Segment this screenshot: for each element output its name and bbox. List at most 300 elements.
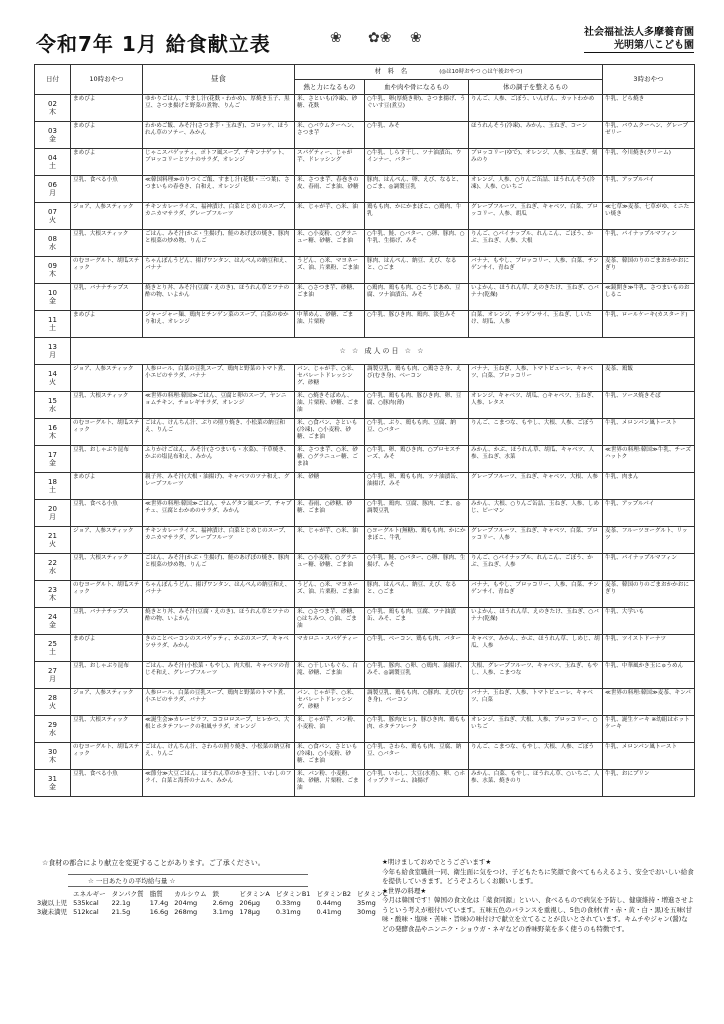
menu-row: [35, 554, 695, 581]
snack3-cell: 麦茶、韓国のりのごまおかかおにぎり: [603, 581, 695, 608]
weekday: 火: [49, 540, 56, 548]
nutrient-value: 22.1g: [111, 898, 131, 907]
day-number: 24: [48, 613, 57, 621]
heat-cell: 米、○焼きそばめん、油、片栗粉、砂糖、ごま油: [295, 392, 365, 419]
body-cell: ブロッコリー(ゆで)、オレンジ、人参、玉ねぎ、刻みのり: [469, 149, 603, 176]
heat-cell: うどん、○米、マヨネーズ、油、片栗粉、ごま油: [295, 257, 365, 284]
weekday: 金: [49, 783, 56, 791]
snack3-cell: 牛乳、誕生ケーキ ※幼組はホットケーキ: [603, 716, 695, 743]
date-cell: [35, 419, 71, 446]
body-cell: オレンジ、キャベツ、胡瓜、○キャベツ、玉ねぎ、人参、レタス: [469, 392, 603, 419]
weekday: 木: [49, 594, 56, 602]
blood-cell: ○牛乳、鶏肉、豆腐、豚肉、ごま、◎調製豆乳: [365, 500, 469, 527]
weekday: 木: [49, 432, 56, 440]
menu-row: [35, 581, 695, 608]
day-number: 21: [48, 532, 57, 540]
snack3-cell: 牛乳、肉まん: [603, 473, 695, 500]
blood-cell: ○牛乳、いわし、大豆(水煮)、卵、○ホイップクリーム、油揚げ: [365, 770, 469, 797]
column-snack10: 10時おやつ: [71, 65, 143, 95]
weekday: 火: [49, 702, 56, 710]
weekday: 土: [49, 648, 56, 656]
date-cell: [35, 527, 71, 554]
heat-cell: うどん、○米、マヨネーズ、油、片栗粉、ごま油: [295, 581, 365, 608]
date-cell: [35, 473, 71, 500]
body-cell: りんご、こまつな、もやし、大根、人参、ごぼう: [469, 743, 603, 770]
date-cell: [35, 716, 71, 743]
date-cell: [35, 581, 71, 608]
nutrient-header: ビタミンA: [239, 890, 270, 898]
lunch-cell: ごはん、けんちん汁、ぶりの照り焼き、小松菜の納豆和え、りんご: [143, 419, 295, 446]
weekday: 土: [49, 486, 56, 494]
nutrient-value: 30mg: [357, 907, 376, 916]
heat-cell: 米、さつま芋、○米、砂糖、○グラニュー糖、ごま油: [295, 446, 365, 473]
snack3-cell: 牛乳、ソース焼きそば: [603, 392, 695, 419]
menu-row: [35, 176, 695, 203]
nutrient-header: 鉄: [212, 890, 220, 898]
day-number: 15: [48, 397, 57, 405]
blood-cell: ○牛乳、鮭、○バター、○卵、豚肉、生揚げ、みそ: [365, 554, 469, 581]
snack10-cell: 豆乳、おしゃぶり昆布: [71, 662, 143, 689]
snack10-cell: ジョア、人参スティック: [71, 203, 143, 230]
snack3-cell: 牛乳、バウムクーヘン、グレープゼリー: [603, 122, 695, 149]
snack3-cell: 牛乳、ツイストドーナツ: [603, 635, 695, 662]
snack3-cell: ≪世界の料理:韓国≫麦茶、キンパ: [603, 689, 695, 716]
body-cell: グレープフルーツ、玉ねぎ、キャベツ、白菜、ブロッコリー、人参、胡瓜: [469, 203, 603, 230]
lunch-cell: 人参ロール、白菜の豆乳スープ、鶏肉と野菜のトマト煮、小エビのサラダ、バナナ: [143, 365, 295, 392]
heat-cell: 米、パン粉、小麦粉、油、砂糖、片栗粉、ごま油: [295, 770, 365, 797]
menu-row: [35, 662, 695, 689]
snack3-cell: 牛乳、ロールケーキ(カスタード): [603, 311, 695, 338]
body-cell: オレンジ、玉ねぎ、大根、人参、ブロッコリー、○いちご: [469, 716, 603, 743]
column-heat: 熱と力になるもの: [295, 80, 365, 95]
weekday: 土: [49, 162, 56, 170]
snack10-cell: のむヨーグルト、胡瓜スティック: [71, 257, 143, 284]
date-cell: [35, 500, 71, 527]
body-cell: キャベツ、みかん、かぶ、ほうれん草、しめじ、胡瓜、人参: [469, 635, 603, 662]
heat-cell: 米、○さつま芋、砂糖、○はちみつ、○油、ごま油: [295, 608, 365, 635]
nutrient-value: 0.33mg: [275, 898, 301, 907]
snack10-cell: のむヨーグルト、胡瓜スティック: [71, 743, 143, 770]
day-number: 30: [48, 748, 57, 756]
blood-cell: ○牛乳、豚ひき肉、鶏肉、淡色みそ: [365, 311, 469, 338]
snack3-cell: 牛乳、メロンパン風トースト: [603, 743, 695, 770]
lunch-cell: わかめご飯、みそ汁(さつま芋・玉ねぎ)、コロッケ、ほうれん草のソテー、みかん: [143, 122, 295, 149]
blood-cell: ○牛乳、卵(厚焼き卵)、さつま揚げ、うぐいす豆(煮豆): [365, 95, 469, 122]
day-number: 08: [48, 235, 57, 243]
snack3-cell: 麦茶、韓国のりのごまおかかおにぎり: [603, 257, 695, 284]
menu-row: [35, 716, 695, 743]
body-cell: みかん、かぶ、ほうれん草、胡瓜、キャベツ、人参、玉ねぎ、水菜: [469, 446, 603, 473]
world-body: 今月は韓国です！韓国の食文化は「薬食同源」といい、食べるもので病気を予防し、健康維持・増進させようという考えが根付いています。五味五色のバランスを重視し、5色の食材(青・赤・黄・白・黒)を五味(甘味・酸味・塩味・苦味・旨味)の味付けで献立を立てることが良いとされています。キムチやジャン(醤)などの発酵食品やニンニク・ショウガ・ネギなどの香味野菜を多く使うのも特徴です。: [382, 896, 694, 933]
date-cell: [35, 203, 71, 230]
snack10-cell: 豆乳、バナナチップス: [71, 284, 143, 311]
blood-cell: ○牛乳、しらす干し、ツナ油漬缶、ウインナー、バター: [365, 149, 469, 176]
nutrition-row: [34, 898, 391, 907]
lunch-cell: ≪誕生会≫カレーピラフ、ココロロスープ、ヒレかつ、大根とホタテフレークの和風サラダ、オレンジ: [143, 716, 295, 743]
snack10-cell: 豆乳、バナナチップス: [71, 608, 143, 635]
snack10-cell: まめびよ: [71, 311, 143, 338]
blood-cell: ○鶏肉、鶏もも肉、○こうじあめ、豆腐、ツナ油漬缶、みそ: [365, 284, 469, 311]
blood-cell: 豚肉、はんぺん、卵、えび、なると、○ごま、◎調製豆乳: [365, 176, 469, 203]
day-number: 09: [48, 262, 57, 270]
menu-row: [35, 743, 695, 770]
day-number: 03: [48, 127, 57, 135]
blood-cell: ○牛乳、豚肉(ヒレ)、豚ひき肉、鶏もも肉、ホタテフレーク: [365, 716, 469, 743]
school-name: 光明第八こども園: [584, 39, 694, 53]
heat-cell: 米、じゃが芋、パン粉、小麦粉、油: [295, 716, 365, 743]
heat-cell: 米、春雨、○砂糖、砂糖、ごま油: [295, 500, 365, 527]
weekday: 火: [49, 378, 56, 386]
lunch-cell: チキンカレーライス、福神漬け、白菜とじめじのスープ、カニカマサラダ、グレープフルーツ: [143, 527, 295, 554]
weekday: 木: [49, 108, 56, 116]
date-cell: [35, 554, 71, 581]
heat-cell: スパゲティー、じゃが芋、ドレッシング: [295, 149, 365, 176]
menu-row: [35, 419, 695, 446]
body-cell: りんご、○パイナップル、れんこん、ごぼう、かぶ、玉ねぎ、人参、大根: [469, 230, 603, 257]
snack3-cell: 麦茶、鶏飯: [603, 365, 695, 392]
lunch-cell: 焼きとり丼、みそ汁(豆腐・えのき)、ほうれん草とツナの酢の物、いよかん: [143, 284, 295, 311]
snack10-cell: 豆乳、大根スティック: [71, 554, 143, 581]
body-cell: りんご、こまつな、もやし、大根、人参、ごぼう: [469, 419, 603, 446]
snack10-cell: のむヨーグルト、胡瓜スティック: [71, 581, 143, 608]
day-number: 11: [48, 316, 57, 324]
heat-cell: 米、さといも(冷凍)、砂糖、花麩: [295, 95, 365, 122]
snack10-cell: 豆乳、大根スティック: [71, 716, 143, 743]
nutrient-value: 268mg: [174, 907, 198, 916]
age-group-label: 3歳以上児: [37, 899, 68, 907]
heat-cell: 米、○バウムクーヘン、さつま芋: [295, 122, 365, 149]
body-cell: バナナ、玉ねぎ、人参、トマトピューレ、キャベツ、白菜: [469, 689, 603, 716]
blood-cell: ○牛乳、卵、鶏もも肉、ツナ油漬缶、油揚げ、みそ: [365, 473, 469, 500]
day-number: 13: [48, 343, 57, 351]
snack3-cell: 牛乳、今川焼き(クリーム): [603, 149, 695, 176]
heat-cell: 米、じゃが芋、○米、油: [295, 203, 365, 230]
organization-name: 社会福祉法人多摩養育園: [584, 27, 694, 38]
day-number: 27: [48, 667, 57, 675]
snack10-cell: ジョア、人参スティック: [71, 365, 143, 392]
snack10-cell: 豆乳、食べる小魚: [71, 770, 143, 797]
nutrition-caption: ☆ 一日あたりの平均給与量 ☆: [68, 874, 308, 887]
snack3-cell: 牛乳、中華風かき玉にゅうめん: [603, 662, 695, 689]
blood-cell: ○牛乳、みそ: [365, 122, 469, 149]
day-number: 16: [48, 424, 57, 432]
column-materials: [295, 65, 603, 80]
age-group-label: 3歳未満児: [37, 908, 68, 916]
nutrient-value: 0.31mg: [275, 907, 301, 916]
weekday: 月: [49, 351, 56, 359]
body-cell: バナナ、玉ねぎ、人参、トマトピューレ、キャベツ、白菜、ブロッコリー: [469, 365, 603, 392]
snack3-cell: 牛乳、パイナップルマフィン: [603, 230, 695, 257]
snack3-cell: 牛乳、アップルパイ: [603, 500, 695, 527]
day-number: 28: [48, 694, 57, 702]
day-number: 31: [48, 775, 57, 783]
message-box: [382, 858, 694, 934]
snack3-cell: 牛乳、アップルパイ: [603, 176, 695, 203]
menu-row: [35, 95, 695, 122]
lunch-cell: ごはん、けんちん汁、さわらの照り焼き、小松菜の納豆和え、りんご: [143, 743, 295, 770]
nutrient-value: 0.41mg: [316, 907, 342, 916]
menu-row: [35, 689, 695, 716]
materials-legend: (◎は10時おやつ ○は午後おやつ): [439, 69, 523, 76]
snack3-cell: 牛乳、大学いも: [603, 608, 695, 635]
body-cell: グレープフルーツ、玉ねぎ、キャベツ、白菜、ブロッコリー、人参: [469, 527, 603, 554]
nutrient-value: 16.6g: [149, 907, 169, 916]
snack10-cell: 豆乳、おしゃぶり昆布: [71, 446, 143, 473]
body-cell: 大根、グレープフルーツ、キャベツ、玉ねぎ、もやし、人参、こまつな: [469, 662, 603, 689]
weekday: 土: [49, 324, 56, 332]
nutrition-table: [34, 889, 391, 916]
snack3-cell: 牛乳、どら焼き: [603, 95, 695, 122]
world-title: ★世界の料理★: [382, 886, 427, 895]
menu-row: [35, 527, 695, 554]
blood-cell: ○牛乳、鶏もも肉、豆腐、ツナ油漬缶、みそ、ごま: [365, 608, 469, 635]
blood-cell: ○牛乳、鶏もも肉、豚ひき肉、卵、豆腐、○豚肉(薄): [365, 392, 469, 419]
body-cell: りんご、人参、ごぼう、いんげん、カットわかめ: [469, 95, 603, 122]
day-number: 22: [48, 559, 57, 567]
header: [0, 0, 724, 64]
date-cell: [35, 446, 71, 473]
blood-cell: 調製豆乳、鶏もも肉、○豚肉、えび(むき身)、ベーコン: [365, 689, 469, 716]
nutrient-header: ビタミンC: [357, 890, 388, 898]
body-cell: みかん、大根、○りんご缶詰、玉ねぎ、人参、しめじ、ピーマン: [469, 500, 603, 527]
lunch-cell: ≪世界の料理:韓国≫ごはん、豆腐と卵のスープ、ヤンニョムチキン、チョレギサラダ、オレンジ: [143, 392, 295, 419]
lunch-cell: 焼きとり丼、みそ汁(豆腐・えのき)、ほうれん草とツナの酢の物、いよかん: [143, 608, 295, 635]
snack10-cell: まめびよ: [71, 635, 143, 662]
snack10-cell: 豆乳、食べる小魚: [71, 176, 143, 203]
heat-cell: 米、○小麦粉、○グラニュー糖、砂糖、ごま油: [295, 230, 365, 257]
date-cell: [35, 230, 71, 257]
nutrient-value: 512kcal: [73, 907, 99, 916]
heat-cell: パン、じゃが芋、○米、セパレートドレッシング、砂糖: [295, 365, 365, 392]
snack3-cell: 麦茶、フルーツヨーグルト、リッツ: [603, 527, 695, 554]
snack10-cell: 豆乳、大根スティック: [71, 392, 143, 419]
day-number: 17: [48, 451, 57, 459]
day-number: 25: [48, 640, 57, 648]
page-title: 令和7年 1月 給食献立表: [36, 32, 271, 56]
nutrient-header: ビタミンB1: [275, 890, 311, 898]
weekday: 木: [49, 270, 56, 278]
menu-row: [35, 365, 695, 392]
snack10-cell: まめびよ: [71, 95, 143, 122]
snack10-cell: 豆乳、大根スティック: [71, 230, 143, 257]
footer: [34, 858, 694, 1018]
lunch-cell: じゃこスパゲッティ、ポトフ風スープ、チキンナゲット、ブロッコリーとツナのサラダ、オレンジ: [143, 149, 295, 176]
lunch-cell: ごはん、みそ汁(かぶ・生揚げ)、鮭のあげぽの焼き、豚肉と根菜の炒め物、りんご: [143, 230, 295, 257]
snack3-cell: ≪鏡開き≫牛乳、さつまいものおしるこ: [603, 284, 695, 311]
message-title: ★明けましておめでとうございます★: [382, 858, 492, 866]
snack10-cell: まめびよ: [71, 473, 143, 500]
menu-row: [35, 446, 695, 473]
decoration-icon: ❀: [330, 30, 342, 46]
nutrient-header: カルシウム: [174, 890, 207, 898]
weekday: 金: [49, 135, 56, 143]
day-number: 02: [48, 100, 57, 108]
snack10-cell: まめびよ: [71, 122, 143, 149]
heat-cell: 米、○食パン、さといも(冷凍)、○小麦粉、砂糖、ごま油: [295, 743, 365, 770]
nutrient-value: 206μg: [239, 898, 261, 907]
heat-cell: 米、さつま芋、春巻きの皮、春雨、ごま油、砂糖: [295, 176, 365, 203]
column-lunch: 昼食: [143, 65, 295, 95]
body-cell: いよかん、ほうれん草、えのきたけ、玉ねぎ、○バナナ(乾燥): [469, 284, 603, 311]
date-cell: [35, 257, 71, 284]
weekday: 金: [49, 621, 56, 629]
weekday: 木: [49, 756, 56, 764]
blood-cell: 豚肉、はんぺん、納豆、えび、なると、○ごま: [365, 257, 469, 284]
menu-table: [34, 64, 695, 797]
notice-text: ☆食材の都合により献立を変更することがあります。ご了承ください。: [42, 859, 265, 867]
column-snack3: 3時おやつ: [603, 65, 695, 95]
menu-row: [35, 230, 695, 257]
snack10-cell: 豆乳、食べる小魚: [71, 500, 143, 527]
lunch-cell: チキンカレーライス、福神漬け、白菜とじめじのスープ、カニカマサラダ、グレープフルーツ: [143, 203, 295, 230]
weekday: 金: [49, 459, 56, 467]
date-cell: [35, 149, 71, 176]
day-number: 29: [48, 721, 57, 729]
blood-cell: ○牛乳、さわら、鶏もも肉、豆腐、納豆、○バター: [365, 743, 469, 770]
day-number: 06: [48, 181, 57, 189]
nutrient-header: タンパク質: [111, 890, 144, 898]
snack3-cell: 牛乳、メロンパン風トースト: [603, 419, 695, 446]
body-cell: バナナ、もやし、ブロッコリー、人参、白菜、チンゲンサイ、青ねぎ: [469, 257, 603, 284]
nutrient-value: 3.1mg: [212, 907, 234, 916]
body-cell: りんご、○パイナップル、れんこん、ごぼう、かぶ、玉ねぎ、人参: [469, 554, 603, 581]
nutrient-value: 21.5g: [111, 907, 131, 916]
lunch-cell: ふりかけごはん、みそ汁(さつまいも・水菜)、千草焼き、かぶの塩昆布和え、みかん: [143, 446, 295, 473]
menu-row: [35, 284, 695, 311]
nutrient-value: 0.44mg: [316, 898, 342, 907]
blood-cell: ○牛乳、ベーコン、鶏もも肉、バター: [365, 635, 469, 662]
heat-cell: マカロニ・スパゲティー: [295, 635, 365, 662]
body-cell: いよかん、ほうれん草、えのきたけ、玉ねぎ、○バナナ(乾燥): [469, 608, 603, 635]
heat-cell: 米、○食パン、さといも(冷凍)、○小麦粉、砂糖、ごま油: [295, 419, 365, 446]
blood-cell: 鶏もも肉、かにかまぼこ、○鶏肉、牛乳: [365, 203, 469, 230]
lunch-cell: ≪世界の料理:韓国≫ごはん、サムゲタン風スープ、チャプチェ、豆腐とわかめのサラダ、みかん: [143, 500, 295, 527]
menu-row: [35, 203, 695, 230]
date-cell: [35, 176, 71, 203]
lunch-cell: ゆかりごはん、すまし汁(花麩・わかめ)、厚焼き玉子、黒豆、さつま揚げと野菜の煮物、りんご: [143, 95, 295, 122]
date-cell: [35, 122, 71, 149]
day-number: 14: [48, 370, 57, 378]
heat-cell: 米、じゃが芋、○米、油: [295, 527, 365, 554]
day-number: 04: [48, 154, 57, 162]
nutrient-value: 204mg: [174, 898, 198, 907]
body-cell: グレープフルーツ、玉ねぎ、キャベツ、大根、人参: [469, 473, 603, 500]
lunch-cell: ジャージャー麺、鶏肉とチンゲン菜のスープ、白菜のゆかり和え、オレンジ: [143, 311, 295, 338]
nutrient-value: 35mg: [357, 898, 376, 907]
column-blood: 血や肉や骨になるもの: [365, 80, 469, 95]
snack3-cell: ≪世界の料理:韓国≫牛乳、チーズハットク: [603, 446, 695, 473]
materials-title: 材 料 名: [374, 67, 408, 76]
day-number: 10: [48, 289, 57, 297]
snack10-cell: ジョア、人参スティック: [71, 527, 143, 554]
weekday: 水: [49, 405, 56, 413]
weekday: 月: [49, 675, 56, 683]
date-cell: [35, 770, 71, 797]
blood-cell: ○牛乳、鮭、○バター、○卵、豚肉、○牛乳、生揚げ、みそ: [365, 230, 469, 257]
blood-cell: ○ヨーグルト(無糖)、鶏もも肉、かにかまぼこ、牛乳: [365, 527, 469, 554]
weekday: 水: [49, 243, 56, 251]
column-date: 日付: [35, 65, 71, 95]
snack3-cell: ≪七草≫麦茶、七草がゆ、ミニたい焼き: [603, 203, 695, 230]
menu-row: [35, 338, 695, 365]
blood-cell: ○牛乳、ぶり、鶏もも肉、豆腐、納豆、○バター: [365, 419, 469, 446]
decoration-icon: ✿❀: [368, 30, 392, 46]
heat-cell: 米、○小麦粉、○グラニュー糖、砂糖、ごま油: [295, 554, 365, 581]
menu-row: [35, 473, 695, 500]
body-cell: ほうれんそう(冷凍)、みかん、玉ねぎ、コーン: [469, 122, 603, 149]
weekday: 水: [49, 729, 56, 737]
date-cell: [35, 95, 71, 122]
nutrient-header: ビタミンB2: [316, 890, 352, 898]
nutrient-value: 535kcal: [73, 898, 99, 907]
menu-row: [35, 635, 695, 662]
day-number: 20: [48, 505, 57, 513]
nutrient-value: 2.6mg: [212, 898, 234, 907]
body-cell: 白菜、オレンジ、チンゲンサイ、玉ねぎ、しいたけ、胡瓜、人参: [469, 311, 603, 338]
day-number: 07: [48, 208, 57, 216]
lunch-cell: 親子丼、みそ汁(大根・油揚げ)、キャベツのツナ和え、グレープフルーツ: [143, 473, 295, 500]
holiday-cell: ☆ ☆ 成人の日 ☆ ☆: [71, 338, 695, 365]
weekday: 火: [49, 216, 56, 224]
nutrient-header: 脂質: [149, 890, 163, 898]
nutrient-header: エネルギー: [73, 890, 106, 898]
menu-row: [35, 770, 695, 797]
heat-cell: 中華めん、砂糖、ごま油、片栗粉: [295, 311, 365, 338]
menu-row: [35, 311, 695, 338]
lunch-cell: ≪節分≫大豆ごはん、ほうれん草のかき玉汁、いわしのフライ、白菜と海苔のナムル、みかん: [143, 770, 295, 797]
snack10-cell: まめびよ: [71, 149, 143, 176]
message-body: 今年も給食室職員一同、衛生面に気をつけ、子どもたちに笑顔で食べてもらえるよう、安全でおいしい給食を提供していきます。どうぞよろしくお願いします。: [382, 867, 694, 885]
nutrient-value: 178μg: [239, 907, 261, 916]
lunch-cell: ごはん、みそ汁(かぶ・生揚げ)、鮭のあげぽの焼き、豚肉と根菜の炒め物、りんご: [143, 554, 295, 581]
lunch-cell: 人参ロール、白菜の豆乳スープ、鶏肉と野菜のトマト煮、小エビのサラダ、バナナ: [143, 689, 295, 716]
blood-cell: 豚肉、はんぺん、納豆、えび、なると、○ごま: [365, 581, 469, 608]
day-number: 18: [48, 478, 57, 486]
menu-row: [35, 608, 695, 635]
menu-row: [35, 122, 695, 149]
menu-row: [35, 500, 695, 527]
date-cell: [35, 284, 71, 311]
body-cell: みかん、白菜、もやし、ほうれん草、○いちご、人参、水菜、焼きのり: [469, 770, 603, 797]
column-body: 体の調子を整えるもの: [469, 80, 603, 95]
date-cell: [35, 338, 71, 365]
menu-row: [35, 392, 695, 419]
date-cell: [35, 365, 71, 392]
weekday: 金: [49, 297, 56, 305]
lunch-cell: ちゃんぽんうどん、揚げワンタン、はんぺんの納豆和え、バナナ: [143, 257, 295, 284]
date-cell: [35, 311, 71, 338]
date-cell: [35, 662, 71, 689]
heat-cell: 米、砂糖: [295, 473, 365, 500]
menu-row: [35, 149, 695, 176]
weekday: 月: [49, 513, 56, 521]
heat-cell: 米、○さつま芋、砂糖、ごま油: [295, 284, 365, 311]
snack10-cell: のむヨーグルト、胡瓜スティック: [71, 419, 143, 446]
date-cell: [35, 392, 71, 419]
day-number: 23: [48, 586, 57, 594]
weekday: 水: [49, 567, 56, 575]
body-cell: バナナ、もやし、ブロッコリー、人参、白菜、チンゲンサイ、青ねぎ: [469, 581, 603, 608]
snack10-cell: ジョア、人参スティック: [71, 689, 143, 716]
snack3-cell: 牛乳、おにプリン: [603, 770, 695, 797]
menu-row: [35, 257, 695, 284]
lunch-cell: きのことベーコンのスパゲッティ、かぶのスープ、キャベツサラダ、みかん: [143, 635, 295, 662]
decoration-icon: ❀: [410, 30, 422, 46]
date-cell: [35, 608, 71, 635]
nutrition-row: [34, 907, 391, 916]
snack3-cell: 牛乳、パイナップルマフィン: [603, 554, 695, 581]
organization: [584, 26, 694, 53]
